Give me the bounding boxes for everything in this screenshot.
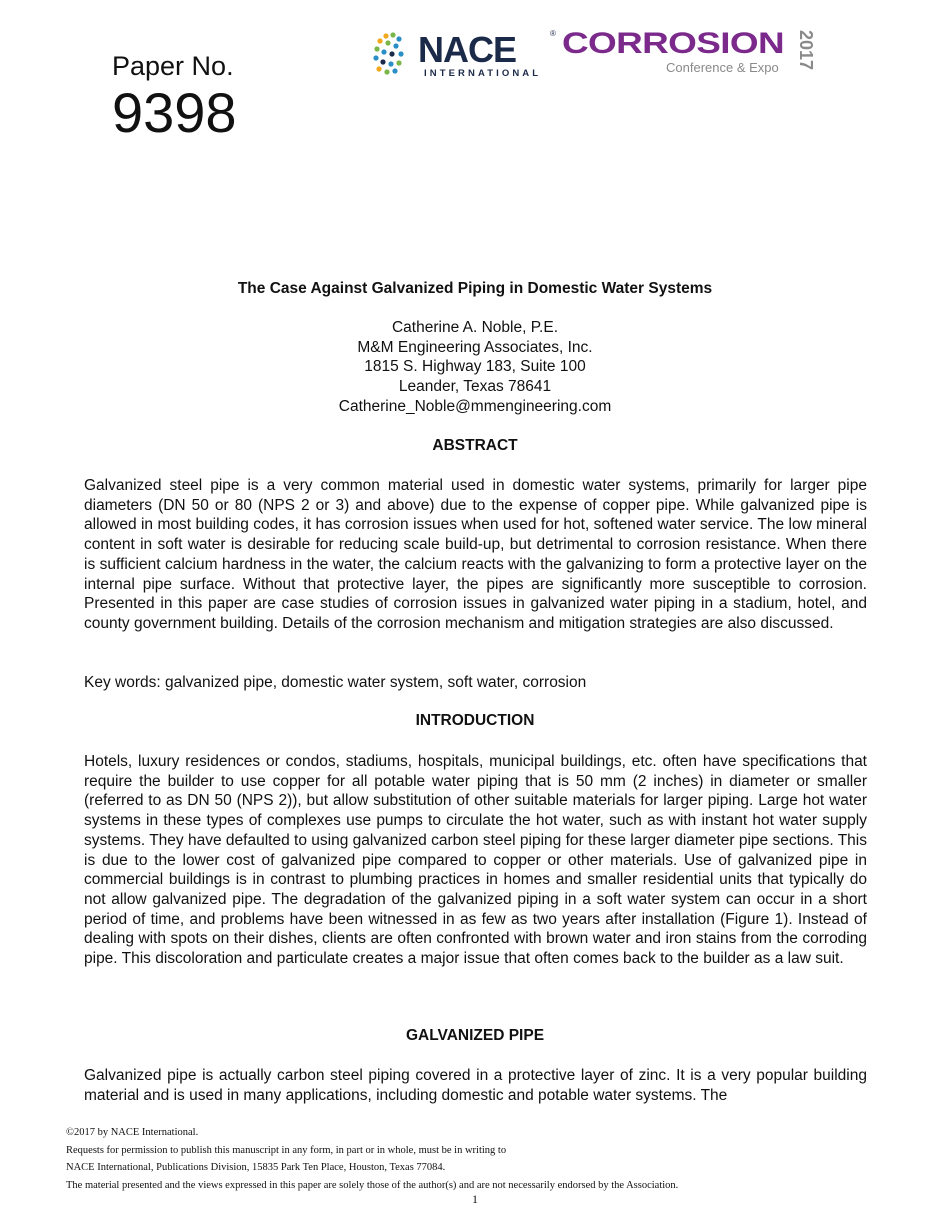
footer-copyright: ©2017 by NACE International.: [66, 1127, 199, 1138]
copyright-footer: [66, 1124, 678, 1194]
abstract-body: Galvanized steel pipe is a very common material used in domestic water systems, primarily for larger pipe diameters (DN 50 or 80 (NPS 2 or 3) and above) due to the expense of copper pipe. While galvanized pipe is allowed in most building codes, it has corrosion issues when used for hot, softened water service. The low mineral content in soft water is desirable for reducing scale build-up, but detrimental to corrosion resistance. When there is sufficient calcium hardness in the water, the calcium reacts with the galvanizing to form a protective layer on the internal pipe surface. Without that protective layer, the pipes are significantly more susceptible to corrosion. Presented in this paper are case studies of corrosion issues in galvanized water piping in a stadium, hotel, and county government building. Details of the corrosion mechanism and mitigation strategies are also discussed.: [84, 477, 867, 632]
nace-registered-mark: ®: [550, 29, 556, 38]
introduction-body: Hotels, luxury residences or condos, stadiums, hospitals, municipal buildings, etc. often have specifications that require the builder to use copper for all potable water piping that is 50 mm (2 inches) in diameter or smaller (referred to as DN 50 (NPS 2)), but allow substitution of other suitable materials for larger piping. Large hot water systems in these types of complexes use pumps to circulate the hot water, such as with instant hot water supply systems. They have defaulted to using galvanized carbon steel piping for these larger diameter pipe sections. This is due to the lower cost of galvanized pipe compared to copper or other materials. Use of galvanized pipe in commercial buildings is in contrast to plumbing practices in homes and smaller residential units that typically do not allow galvanized pipe. The degradation of the galvanized piping in a soft water system can occur in a short period of time, and problems have been witnessed in as few as two years after installation (Figure 1). Instead of dealing with spots on their dishes, clients are often confronted with brown water and iron stains from the corroding pipe. This discoloration and particulate creates a major issue that often comes back to the builder as a law suit.: [84, 753, 867, 968]
author-name: Catherine A. Noble, P.E.: [391, 319, 558, 336]
nace-dots-icon: [373, 32, 403, 74]
corrosion-wordmark: CORROSION: [562, 28, 784, 60]
paper-number: 9398: [112, 81, 237, 144]
galvanized-pipe-body: Galvanized pipe is actually carbon steel piping covered in a protective layer of zinc. It is a very popular building material and is used in many applications, including domestic and potable water systems. The: [84, 1067, 867, 1104]
paper-title: The Case Against Galvanized Piping in Domestic Water Systems: [237, 280, 713, 297]
corrosion-logo: [562, 28, 822, 78]
abstract-heading: ABSTRACT: [432, 437, 518, 454]
author-address-line-2: Leander, Texas 78641: [398, 378, 552, 396]
paper-number-label: Paper No.: [112, 51, 234, 81]
nace-subtitle: INTERNATIONAL: [424, 68, 542, 79]
page-number: 1: [472, 1192, 478, 1206]
corrosion-year: 2017: [796, 30, 816, 71]
footer-address-line: NACE International, Publications Division, 15835 Park Ten Place, Houston, Texas 77084.: [66, 1162, 446, 1174]
footer-disclaimer-line: The material presented and the views expressed in this paper are solely those of the author(s) and are not necessarily endorsed by the Association.: [66, 1179, 679, 1191]
corrosion-subtitle: Conference & Expo: [666, 60, 779, 75]
author-company: M&M Engineering Associates, Inc.: [357, 338, 593, 356]
nace-logo: [368, 28, 558, 82]
author-block: [0, 318, 950, 417]
galvanized-pipe-heading: GALVANIZED PIPE: [405, 1027, 545, 1044]
footer-permission-line: Requests for permission to publish this manuscript in any form, in part or in whole, must be in writing to: [66, 1144, 507, 1156]
author-email: Catherine_Noble@mmengineering.com: [338, 397, 612, 415]
paper-number-block: [112, 50, 237, 144]
keywords: Key words: galvanized pipe, domestic water system, soft water, corrosion: [84, 674, 587, 691]
introduction-heading: INTRODUCTION: [415, 712, 535, 729]
author-address-line-1: 1815 S. Highway 183, Suite 100: [364, 358, 586, 376]
nace-wordmark: NACE: [418, 29, 517, 70]
